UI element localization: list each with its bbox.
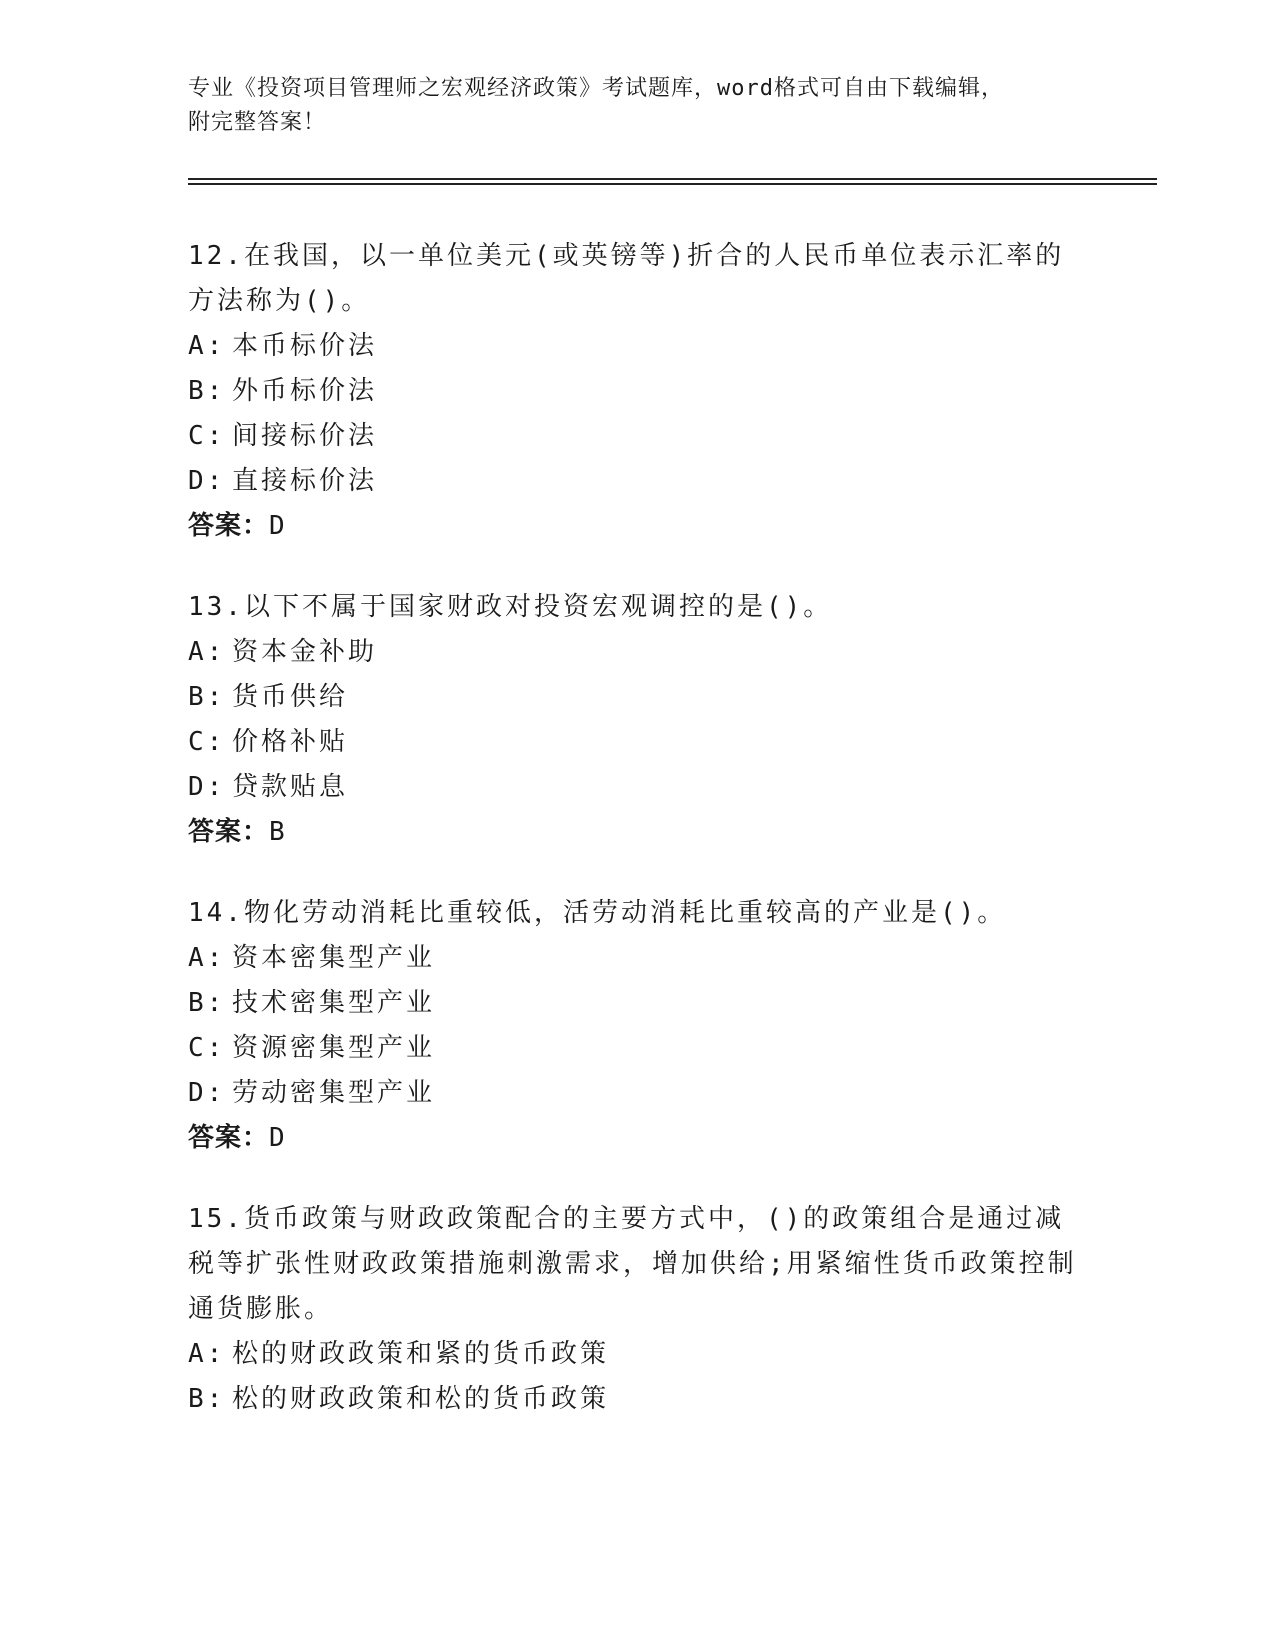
option-letter: B: — [188, 682, 226, 712]
option-letter: A: — [188, 637, 226, 667]
answer-label: 答案： — [188, 1123, 270, 1153]
option-b — [188, 1377, 1088, 1422]
question-list — [188, 234, 1088, 1458]
option-d — [188, 765, 1088, 810]
option-text: 资本密集型产业 — [232, 943, 436, 973]
option-text: 货币供给 — [232, 682, 349, 712]
question-15 — [188, 1197, 1088, 1422]
option-text: 技术密集型产业 — [232, 988, 436, 1018]
option-text: 间接标价法 — [232, 421, 378, 451]
option-letter: C: — [188, 727, 226, 757]
intro-line-2: 附完整答案！ — [188, 110, 327, 135]
option-c — [188, 414, 1088, 459]
option-letter: B: — [188, 376, 226, 406]
question-12 — [188, 234, 1088, 549]
option-letter: D: — [188, 466, 226, 496]
option-text: 松的财政政策和松的货币政策 — [232, 1384, 610, 1414]
option-text: 直接标价法 — [232, 466, 378, 496]
option-letter: D: — [188, 772, 226, 802]
option-letter: A: — [188, 331, 226, 361]
option-text: 资本金补助 — [232, 637, 378, 667]
option-a — [188, 630, 1088, 675]
option-b — [188, 981, 1088, 1026]
option-text: 资源密集型产业 — [232, 1033, 436, 1063]
answer-line — [188, 504, 1088, 549]
option-b — [188, 369, 1088, 414]
option-text: 外币标价法 — [232, 376, 378, 406]
question-stem: 14.物化劳动消耗比重较低，活劳动消耗比重较高的产业是()。 — [188, 898, 1007, 928]
option-letter: C: — [188, 1033, 226, 1063]
answer-value: B — [269, 817, 286, 847]
question-stem: 15.货币政策与财政政策配合的主要方式中，()的政策组合是通过减税等扩张性财政政策措施刺激需求，增加供给;用紧缩性货币政策控制通货膨胀。 — [188, 1204, 1077, 1324]
option-letter: D: — [188, 1078, 226, 1108]
intro-line-1: 专业《投资项目管理师之宏观经济政策》考试题库，word格式可自由下载编辑， — [188, 76, 1004, 101]
document-intro — [188, 72, 1088, 140]
option-text: 劳动密集型产业 — [232, 1078, 436, 1108]
option-letter: B: — [188, 1384, 226, 1414]
option-text: 贷款贴息 — [232, 772, 349, 802]
option-c — [188, 1026, 1088, 1071]
header-divider-top — [188, 178, 1157, 180]
question-14 — [188, 891, 1088, 1161]
option-a — [188, 1332, 1088, 1377]
option-letter: B: — [188, 988, 226, 1018]
option-a — [188, 936, 1088, 981]
option-text: 松的财政政策和紧的货币政策 — [232, 1339, 610, 1369]
answer-label: 答案： — [188, 511, 270, 541]
answer-value: D — [269, 1123, 286, 1153]
option-letter: A: — [188, 1339, 226, 1369]
question-stem: 13.以下不属于国家财政对投资宏观调控的是()。 — [188, 592, 833, 622]
header-divider-bottom — [188, 183, 1157, 185]
option-a — [188, 324, 1088, 369]
option-letter: A: — [188, 943, 226, 973]
option-text: 价格补贴 — [232, 727, 349, 757]
option-b — [188, 675, 1088, 720]
answer-label: 答案： — [188, 817, 270, 847]
option-d — [188, 1071, 1088, 1116]
answer-line — [188, 1116, 1088, 1161]
answer-value: D — [269, 511, 286, 541]
option-d — [188, 459, 1088, 504]
question-13 — [188, 585, 1088, 855]
answer-line — [188, 810, 1088, 855]
option-c — [188, 720, 1088, 765]
option-letter: C: — [188, 421, 226, 451]
option-text: 本币标价法 — [232, 331, 378, 361]
question-stem: 12.在我国，以一单位美元(或英镑等)折合的人民币单位表示汇率的方法称为()。 — [188, 241, 1065, 316]
